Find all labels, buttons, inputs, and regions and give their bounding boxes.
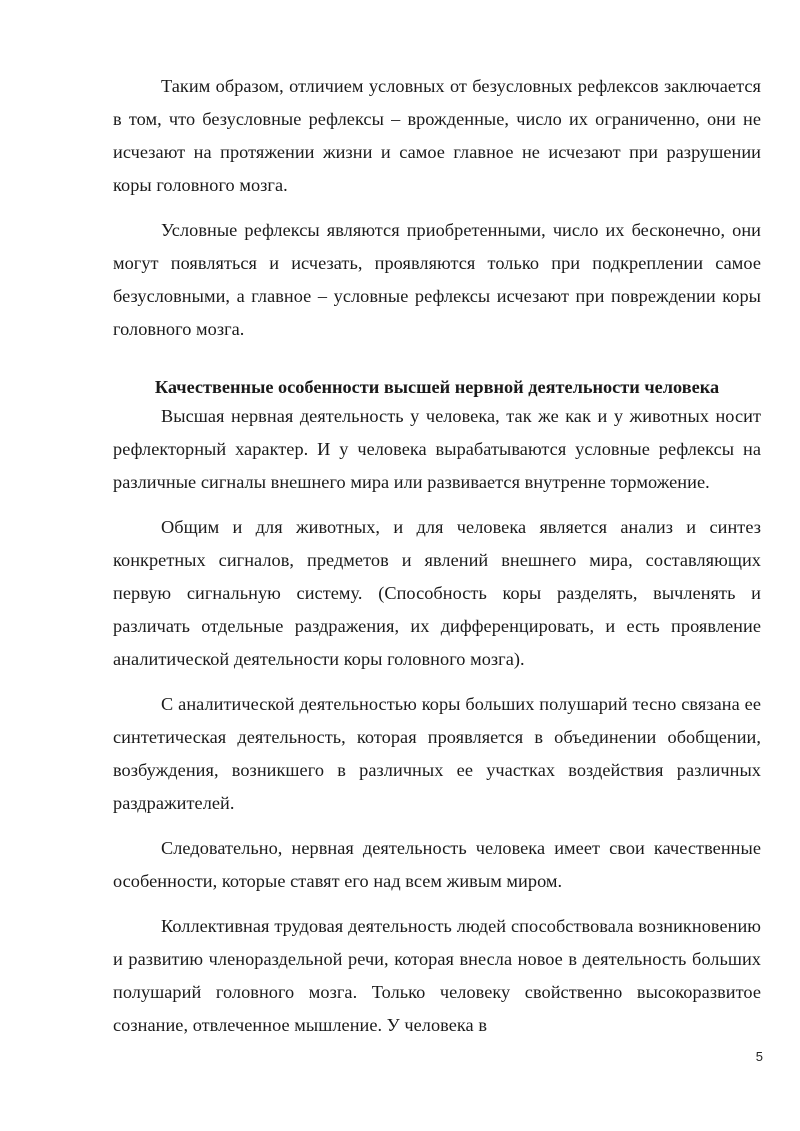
paragraph-5: С аналитической деятельностью коры больших полушарий тесно связана ее синтетическая деятельность, которая проявляется в объединении обобщении, возбуждения, возникшего в различных ее участках воздействия различных раздражителей.: [113, 694, 761, 813]
paragraph-1: Таким образом, отличием условных от безусловных рефлексов заключается в том, что безусловные рефлексы – врожденные, число их ограниченно, они не исчезают на протяжении жизни и самое главное не исчезают при разрушении коры головного мозга.: [113, 76, 761, 195]
paragraph-6: Следовательно, нервная деятельность человека имеет свои качественные особенности, которые ставят его над всем живым миром.: [113, 838, 761, 891]
section-heading: Качественные особенности высшей нервной деятельности человека: [154, 377, 720, 397]
paragraph-4: Общим и для животных, и для человека является анализ и синтез конкретных сигналов, предметов и явлений внешнего мира, составляющих первую сигнальную систему. (Способность коры разделять, вычленять и различать отдельные раздражения, их дифференцировать, и есть проявление аналитической деятельности коры головного мозга).: [113, 517, 761, 669]
page-number: 5: [755, 1049, 763, 1064]
paragraph-3: Высшая нервная деятельность у человека, так же как и у животных носит рефлекторный характер. И у человека вырабатываются условные рефлексы на различные сигналы внешнего мира или развивается внутренне торможение.: [113, 406, 761, 492]
paragraph-7: Коллективная трудовая деятельность людей способствовала возникновению и развитию членораздельной речи, которая внесла новое в деятельность больших полушарий головного мозга. Только человеку свойственно высокоразвитое сознание, отвлеченное мышление. У человека в: [113, 916, 761, 1035]
paragraph-2: Условные рефлексы являются приобретенными, число их бесконечно, они могут появляться и исчезать, проявляются только при подкреплении самое безусловными, а главное – условные рефлексы исчезают при повреждении коры головного мозга.: [113, 220, 761, 339]
document-body: [113, 70, 761, 1054]
